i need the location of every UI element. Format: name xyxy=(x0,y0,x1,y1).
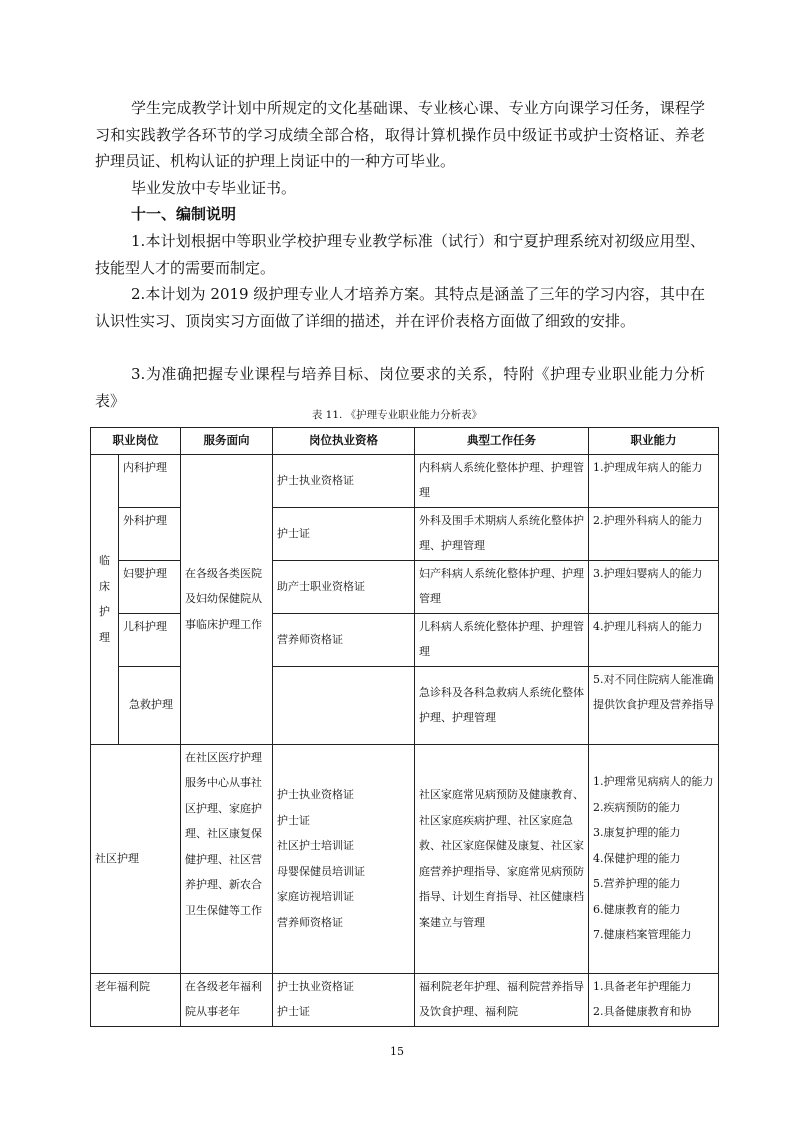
elderly-service-cell: 在各级老年福利院从事老年 xyxy=(181,973,273,1026)
community-service-cell: 在社区医疗护理服务中心从事社区护理、家庭护理、社区康复保健护理、社区营养护理、新农合卫生保健等工作 xyxy=(181,744,273,973)
elderly-task-cell: 福利院老年护理、福利院营养指导及饮食护理、福利院 xyxy=(415,973,589,1026)
header-post: 职业岗位 xyxy=(91,428,181,455)
qualification-line: 护士证 xyxy=(277,1005,310,1018)
qualification-line: 母婴保健员培训证 xyxy=(277,864,365,878)
paragraph-note-1: 1.本计划根据中等职业学校护理专业教学标准（试行）和宁夏护理系统对初级应用型、技能型人才的需要而制定。 xyxy=(95,232,705,277)
ability-line: 4.保健护理的能力 xyxy=(593,851,681,865)
task-cell: 急诊科及各科急救病人系统化整体护理、护理管理 xyxy=(415,666,589,744)
qualification-line: 护士证 xyxy=(277,813,310,827)
qualification-line: 家庭访视培训证 xyxy=(277,890,354,903)
table-row xyxy=(91,744,719,973)
table-header-row xyxy=(91,428,719,455)
ability-cell: 3.护理妇婴病人的能力 xyxy=(589,560,719,613)
elderly-qualification-cell xyxy=(273,973,415,1026)
qualification-cell: 助产士职业资格证 xyxy=(273,560,415,613)
ability-cell: 2.护理外科病人的能力 xyxy=(589,507,719,560)
task-cell: 外科及围手术期病人系统化整体护理、护理管理 xyxy=(415,507,589,560)
paragraph-graduation-requirements: 学生完成教学计划中所规定的文化基础课、专业核心课、专业方向课学习任务，课程学习和实践教学各环节的学习成绩全部合格，取得计算机操作员中级证书或护士资格证、养老护理员证、机构认证的护理上岗证中的一种方可毕业。 xyxy=(95,99,705,170)
qualification-line: 社区护士培训证 xyxy=(277,839,354,852)
qualification-cell: 护士执业资格证 xyxy=(273,454,415,507)
ability-cell: 4.护理儿科病人的能力 xyxy=(589,613,719,666)
ability-line: 2.具备健康教育和协 xyxy=(593,1005,692,1018)
paragraph-note-2: 2.本计划为 2019 级护理专业人才培养方案。其特点是涵盖了三年的学习内容，其中在认识性实习、顶岗实习方面做了详细的描述，并在评价表格方面做了细致的安排。 xyxy=(95,285,705,330)
ability-line: 1.护理常见病病人的能力 xyxy=(593,775,714,789)
post-cell: 急救护理 xyxy=(119,666,181,744)
post-cell: 外科护理 xyxy=(119,507,181,560)
ability-line: 2.疾病预防的能力 xyxy=(593,800,681,814)
elderly-ability-cell xyxy=(589,973,719,1026)
paragraph-note-3: 3.为准确把握专业课程与培养目标、岗位要求的关系，特附《护理专业职业能力分析表》 xyxy=(95,365,705,410)
header-service: 服务面向 xyxy=(181,428,273,455)
clinical-group-label: 临床护理 xyxy=(91,454,119,744)
post-cell: 内科护理 xyxy=(119,454,181,507)
header-task: 典型工作任务 xyxy=(415,428,589,455)
ability-line: 7.健康档案管理能力 xyxy=(593,928,692,942)
header-ability: 职业能力 xyxy=(589,428,719,455)
task-cell: 内科病人系统化整体护理、护理管理 xyxy=(415,454,589,507)
qualification-line: 营养师资格证 xyxy=(277,915,343,929)
qualification-cell xyxy=(273,666,415,744)
ability-line: 1.具备老年护理能力 xyxy=(593,979,692,993)
clinical-service-cell: 在各级各类医院及妇幼保健院从事临床护理工作 xyxy=(181,454,273,744)
qualification-cell: 护士证 xyxy=(273,507,415,560)
page-number: 15 xyxy=(390,1045,404,1058)
community-qualification-cell xyxy=(273,744,415,973)
table-row xyxy=(91,973,719,1026)
post-cell: 妇婴护理 xyxy=(119,560,181,613)
header-qualification: 岗位执业资格 xyxy=(273,428,415,455)
ability-line: 3.康复护理的能力 xyxy=(593,826,681,840)
ability-cell: 1.护理成年病人的能力 xyxy=(589,454,719,507)
ability-line: 6.健康教育的能力 xyxy=(593,902,681,916)
section-heading: 十一、编制说明 xyxy=(131,205,237,223)
task-cell: 妇产科病人系统化整体护理、护理管理 xyxy=(415,560,589,613)
qualification-cell: 营养师资格证 xyxy=(273,613,415,666)
ability-analysis-table xyxy=(90,427,719,1027)
community-post-cell: 社区护理 xyxy=(91,744,181,973)
post-cell: 儿科护理 xyxy=(119,613,181,666)
table-caption: 表 11. 《护理专业职业能力分析表》 xyxy=(311,409,483,421)
community-task-cell: 社区家庭常见病预防及健康教育、社区家庭疾病护理、社区家庭急救、社区家庭保健及康复、社区家庭营养护理指导、家庭常见病预防指导、计划生育指导、社区健康档案建立与管理 xyxy=(415,744,589,973)
task-cell: 儿科病人系统化整体护理、护理管理 xyxy=(415,613,589,666)
community-ability-cell xyxy=(589,744,719,973)
paragraph-diploma: 毕业发放中专毕业证书。 xyxy=(131,179,297,197)
qualification-line: 护士执业资格证 xyxy=(277,788,354,801)
ability-line: 5.营养护理的能力 xyxy=(593,877,681,891)
ability-cell: 5.对不同住院病人能准确提供饮食护理及营养指导 xyxy=(589,666,719,744)
qualification-line: 护士执业资格证 xyxy=(277,979,354,993)
table-row xyxy=(91,454,719,507)
elderly-post-cell: 老年福利院 xyxy=(91,973,181,1026)
